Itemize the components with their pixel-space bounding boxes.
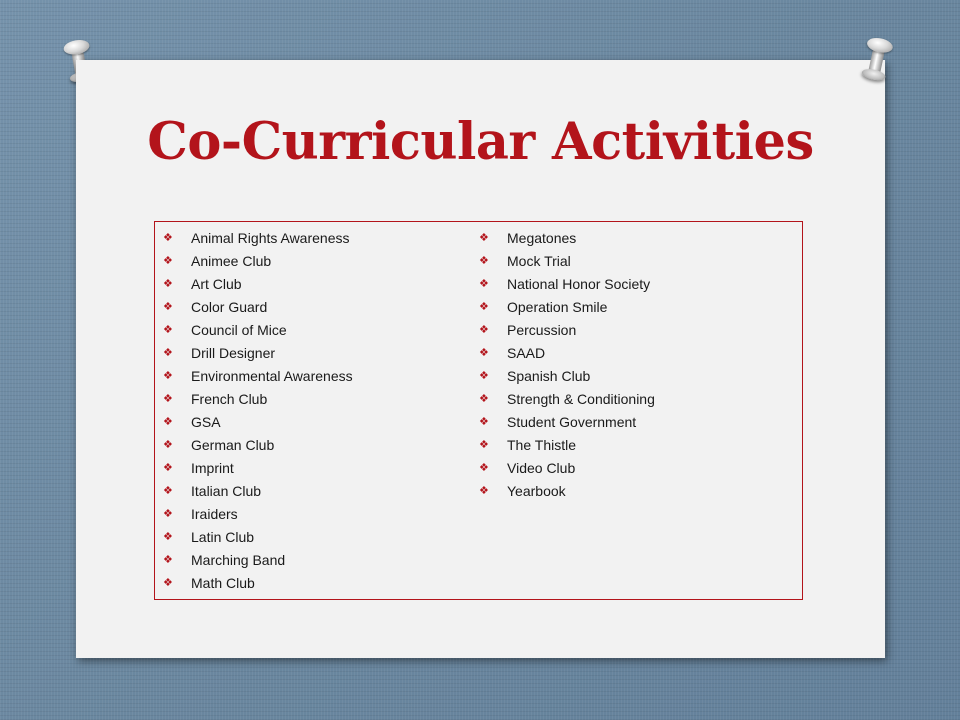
list-item [479,436,655,459]
diamond-bullet-icon: ❖ [163,531,173,543]
list-item [163,321,353,344]
list-item [479,275,655,298]
list-item [163,252,353,275]
diamond-bullet-icon: ❖ [479,462,489,474]
diamond-bullet-icon: ❖ [479,232,489,244]
list-item-label: Council of Mice [191,322,287,338]
list-item-label: National Honor Society [507,276,651,292]
list-item [163,229,353,252]
list-item-label: Megatones [507,230,577,246]
list-item-label: Percussion [507,322,577,338]
list-item-label: Operation Smile [507,299,608,315]
list-item [163,459,353,482]
list-item-label: SAAD [507,345,546,361]
list-item-label: Iraiders [191,506,238,522]
activities-box [154,221,803,600]
list-item [163,482,353,505]
diamond-bullet-icon: ❖ [479,485,489,497]
diamond-bullet-icon: ❖ [163,370,173,382]
diamond-bullet-icon: ❖ [479,416,489,428]
list-item-label: Environmental Awareness [191,368,353,384]
diamond-bullet-icon: ❖ [163,554,173,566]
slide-title: Co-Curricular Activities [147,112,814,172]
diamond-bullet-icon: ❖ [163,439,173,451]
list-item [163,390,353,413]
diamond-bullet-icon: ❖ [479,278,489,290]
diamond-bullet-icon: ❖ [479,439,489,451]
list-item [479,344,655,367]
list-item [479,321,655,344]
pushpin-icon [858,35,896,82]
diamond-bullet-icon: ❖ [163,255,173,267]
list-item-label: Yearbook [507,483,566,499]
list-item-label: Latin Club [191,529,255,545]
diamond-bullet-icon: ❖ [163,347,173,359]
list-item [163,505,353,528]
diamond-bullet-icon: ❖ [163,393,173,405]
diamond-bullet-icon: ❖ [163,577,173,589]
list-item-label: Color Guard [191,299,268,315]
list-item [163,436,353,459]
diamond-bullet-icon: ❖ [163,416,173,428]
list-item [479,229,655,252]
list-item [163,298,353,321]
list-item [479,390,655,413]
list-item-label: Animal Rights Awareness [191,230,350,246]
list-item-label: German Club [191,437,275,453]
list-item-label: Spanish Club [507,368,591,384]
diamond-bullet-icon: ❖ [479,347,489,359]
diamond-bullet-icon: ❖ [163,301,173,313]
list-item [479,413,655,436]
list-item [479,367,655,390]
list-item-label: Student Government [507,414,637,430]
diamond-bullet-icon: ❖ [163,462,173,474]
list-item-label: Drill Designer [191,345,276,361]
list-item [163,551,353,574]
list-item-label: Italian Club [191,483,262,499]
list-item-label: Art Club [191,276,242,292]
list-item-label: Marching Band [191,552,286,568]
list-item-label: Video Club [507,460,576,476]
diamond-bullet-icon: ❖ [163,278,173,290]
list-item [479,252,655,275]
list-item [163,528,353,551]
diamond-bullet-icon: ❖ [479,370,489,382]
list-item [163,413,353,436]
diamond-bullet-icon: ❖ [163,485,173,497]
list-item [163,275,353,298]
list-item-label: Mock Trial [507,253,571,269]
list-item [479,459,655,482]
list-item-label: Animee Club [191,253,272,269]
diamond-bullet-icon: ❖ [479,255,489,267]
list-item [163,344,353,367]
list-item [163,574,353,597]
list-item-label: GSA [191,414,221,430]
diamond-bullet-icon: ❖ [479,324,489,336]
activities-list-left [163,229,353,597]
list-item-label: Imprint [191,460,234,476]
diamond-bullet-icon: ❖ [163,508,173,520]
activities-list-right [479,229,655,505]
list-item-label: Math Club [191,575,255,591]
list-item-label: Strength & Conditioning [507,391,655,407]
diamond-bullet-icon: ❖ [479,393,489,405]
diamond-bullet-icon: ❖ [479,301,489,313]
list-item [479,298,655,321]
list-item [479,482,655,505]
diamond-bullet-icon: ❖ [163,232,173,244]
list-item-label: French Club [191,391,268,407]
list-item [163,367,353,390]
diamond-bullet-icon: ❖ [163,324,173,336]
list-item-label: The Thistle [507,437,576,453]
